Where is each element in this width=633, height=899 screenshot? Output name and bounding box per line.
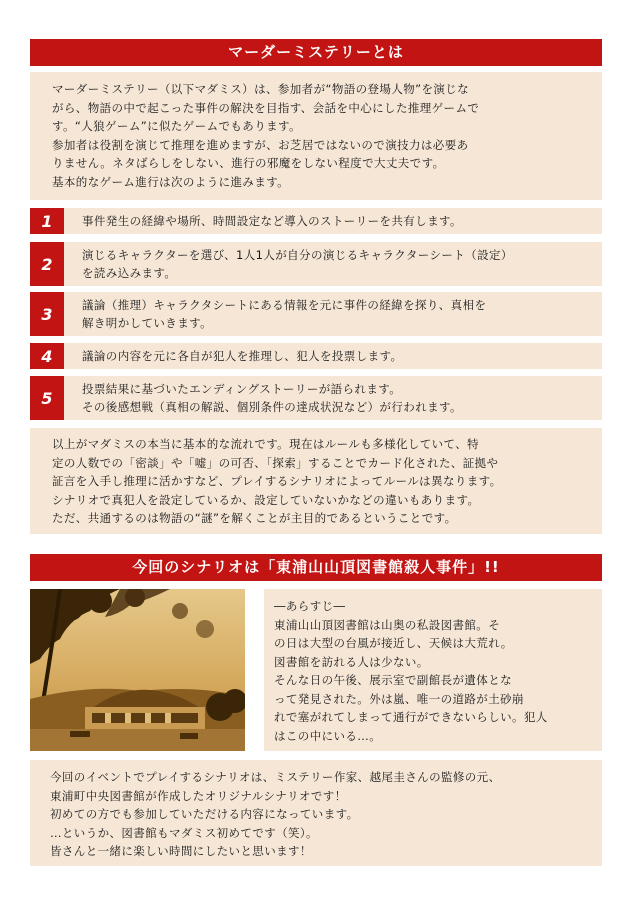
- step-number: 1: [30, 208, 64, 234]
- summary-line: 定の人数での「密談」や「嘘」の可否、「探索」することでカード化された、証拠や: [52, 455, 499, 470]
- step-text: [82, 376, 590, 420]
- section-heading-murder-mystery: マーダーミステリーとは: [30, 39, 602, 66]
- summary-line: シナリオで真犯人を設定しているか、設定していないかなどの違いもあります。: [52, 492, 480, 507]
- step-4: [30, 343, 602, 369]
- synopsis-title: ―あらすじ―: [274, 599, 346, 613]
- intro-line: マーダーミステリー（以下マダミス）は、参加者が“物語の登場人物”を演じな: [52, 82, 470, 96]
- intro-line: がら、物語の中で起こった事件の解決を目指す、会話を中心にした推理ゲームで: [52, 100, 480, 115]
- library-photo: [30, 589, 245, 751]
- step-3: [30, 292, 602, 336]
- step-text: [82, 208, 590, 234]
- summary-panel: [30, 428, 602, 534]
- step-line: を読み込みます。: [82, 266, 177, 280]
- step-text: [82, 343, 590, 369]
- step-text: [82, 242, 590, 286]
- step-text: [82, 292, 590, 336]
- synopsis-line: れで塞がれてしまって通行ができないらしい。犯人: [274, 710, 548, 724]
- intro-line: 参加者は役割を演じて推理を進めますが、お芝居ではないので演技力は必要あ: [52, 137, 469, 152]
- step-number: 3: [30, 292, 64, 336]
- step-line: 演じるキャラクターを選び、1人1人が自分の演じるキャラクターシート（設定）: [82, 248, 513, 262]
- event-line: 初めての方でも参加していただける内容になっています。: [50, 807, 359, 821]
- summary-line: 以上がマダミスの本当に基本的な流れです。現在はルールも多様化していて、特: [52, 437, 480, 451]
- synopsis-line: 図書館を訪れる人は少ない。: [274, 654, 429, 669]
- event-line: 今回のイベントでプレイするシナリオは、ミステリー作家、越尾圭さんの監修の元、: [50, 770, 501, 784]
- summary-line: ただ、共通するのは物語の“謎”を解くことが主目的であるということです。: [52, 511, 457, 525]
- step-2: [30, 242, 602, 286]
- step-line: 議論の内容を元に各自が犯人を推理し、犯人を投票します。: [82, 349, 403, 363]
- step-number: 2: [30, 242, 64, 286]
- synopsis-line: そんな日の午後、展示室で副館長が遺体とな: [274, 673, 512, 687]
- event-line: 皆さんと一緒に楽しい時間にしたいと思います！: [50, 844, 312, 858]
- intro-panel: [30, 72, 602, 200]
- intro-line: 基本的なゲーム進行は次のように進みます。: [52, 174, 290, 189]
- step-1: [30, 208, 602, 234]
- synopsis-line: 東浦山山頂図書館は山奥の私設図書館。そ: [274, 617, 501, 632]
- step-line: 議論（推理）キャラクタシートにある情報を元に事件の経緯を探り、真相を: [82, 298, 487, 312]
- event-line: …というか、図書館もマダミス初めてです（笑）。: [50, 825, 318, 840]
- step-line: 解き明かしていきます。: [82, 316, 212, 330]
- summary-line: 証言を入手し推理に活かすなど、プレイするシナリオによってルールは異なります。: [52, 474, 502, 488]
- step-line: 投票結果に基づいたエンディングストーリーが語られます。: [82, 382, 402, 396]
- step-line: その後感想戦（真相の解説、個別条件の達成状況など）が行われます。: [82, 400, 462, 414]
- synopsis-line: って発見された。外は嵐、唯一の道路が土砂崩: [274, 691, 524, 706]
- step-number: 5: [30, 376, 64, 420]
- synopsis-line: はこの中にいる…。: [274, 728, 382, 743]
- section-heading-scenario: 今回のシナリオは「東浦山山頂図書館殺人事件」!!: [30, 554, 602, 581]
- step-number: 4: [30, 343, 64, 369]
- step-line: 事件発生の経緯や場所、時間設定など導入のストーリーを共有します。: [82, 214, 462, 228]
- intro-line: りません。ネタばらしをしない、進行の邪魔をしない程度で大丈夫です。: [52, 156, 445, 170]
- intro-line: す。“人狼ゲーム”に似たゲームでもあります。: [52, 119, 301, 133]
- synopsis-line: の日は大型の台風が接近し、天候は大荒れ。: [274, 636, 513, 650]
- step-5: [30, 376, 602, 420]
- synopsis-panel: [264, 589, 602, 751]
- event-line: 東浦町中央図書館が作成したオリジナルシナリオです！: [50, 788, 347, 803]
- event-panel: [30, 760, 602, 866]
